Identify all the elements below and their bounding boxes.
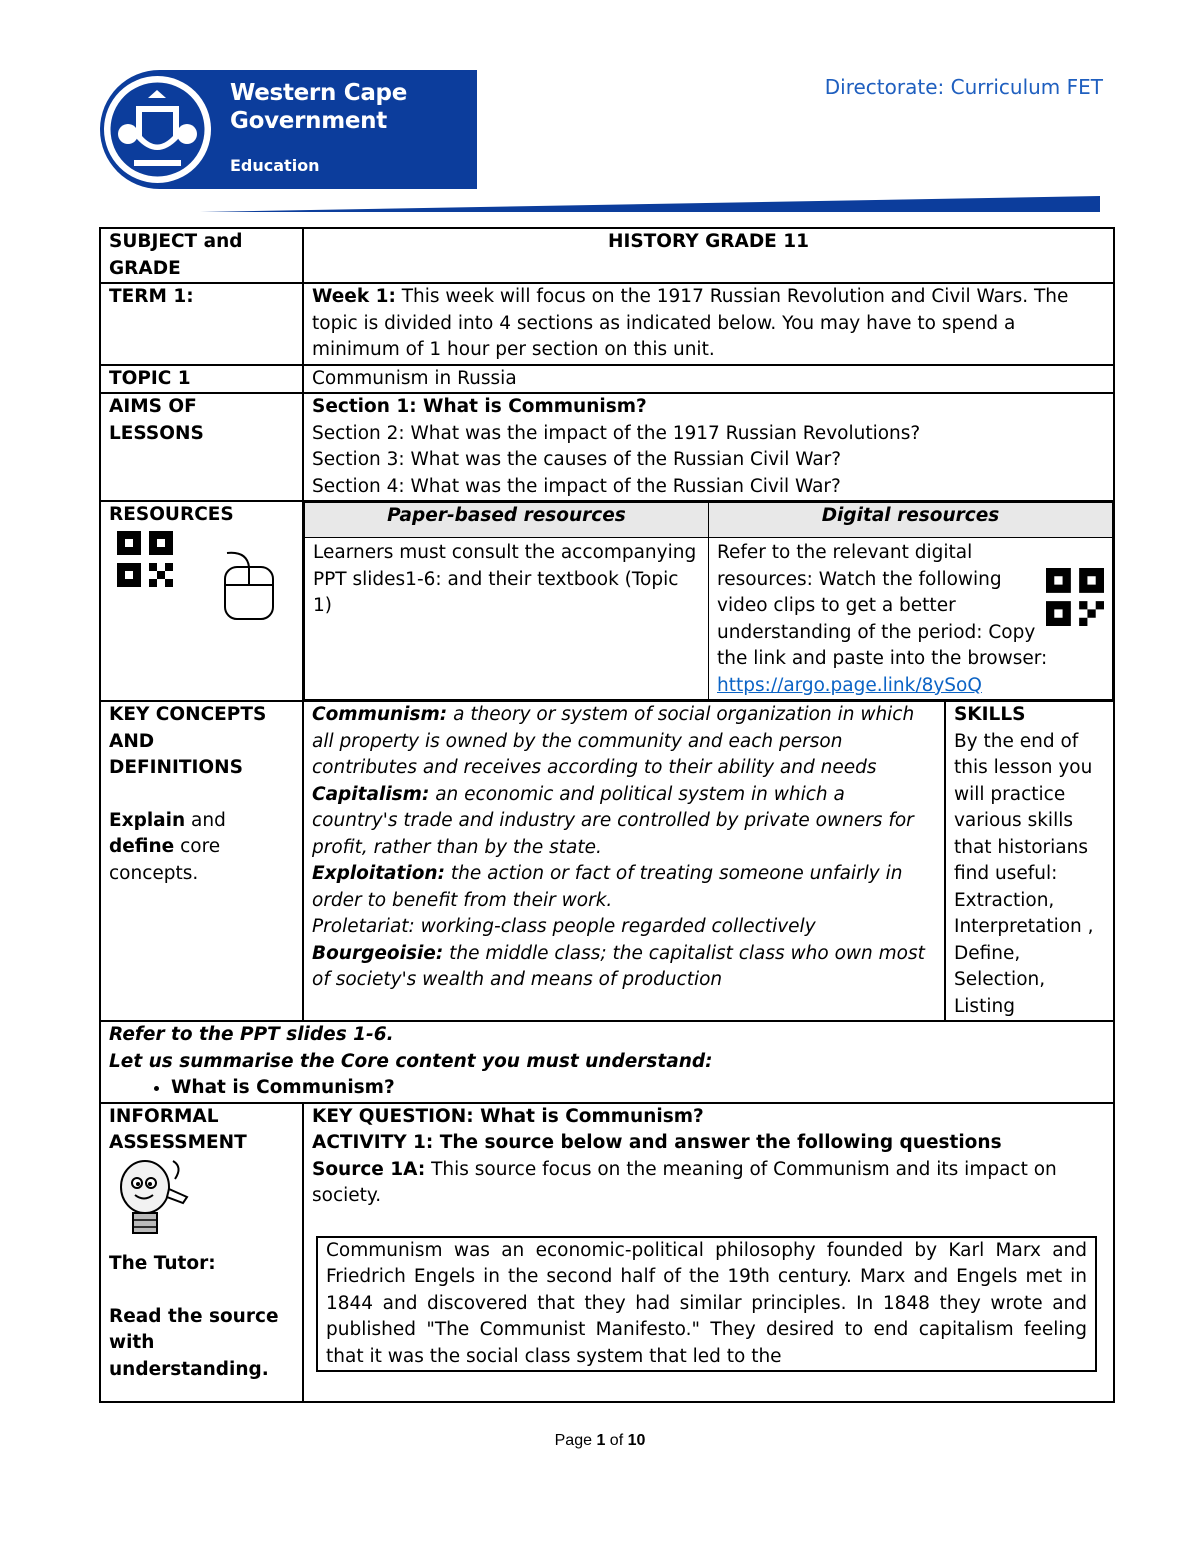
term-value	[303, 283, 1114, 365]
page-total: 10	[627, 1432, 646, 1449]
refer-line: Refer to the PPT slides 1-6.	[109, 1024, 394, 1045]
definition-item	[312, 702, 936, 782]
source-description: This source focus on the meaning of Communism and its impact on society.	[312, 1158, 1057, 1206]
logo-line-2: Government	[230, 108, 387, 134]
aims-label: AIMS OF LESSONS	[100, 393, 303, 501]
aims-list	[303, 393, 1114, 501]
define-word: define	[109, 836, 175, 857]
skills-label: SKILLS	[953, 704, 1026, 725]
topic-label: TOPIC 1	[100, 365, 303, 394]
resources-table	[304, 502, 1113, 700]
logo-line-1: Western Cape	[230, 80, 408, 106]
subject-value: HISTORY GRADE 11	[303, 228, 1114, 283]
lesson-table	[99, 227, 1115, 1403]
definition-item	[312, 914, 936, 941]
activity-title: ACTIVITY 1: The source below and answer the following questions	[312, 1132, 1002, 1153]
definition-term: Communism:	[312, 704, 448, 725]
source-box: Communism was an economic-political philosophy founded by Karl Marx and Friedrich Engels in the second half of the 19th century. Marx and Engels met in 1844 and discovered that they had similar principles. In 1848 they wrote and published "The Communist Manifesto." They desired to end capitalism feeling that it was the social class system that led to the	[316, 1236, 1097, 1373]
definition-term: Capitalism:	[312, 783, 430, 805]
summary-cell	[100, 1021, 1114, 1103]
definition-text: an economic and political system in which a country's trade and industry are controlled by private owners for profit, rather than by the state.	[312, 783, 914, 858]
page-footer	[0, 1432, 1200, 1450]
aim-item: Section 3: What was the causes of the Russian Civil War?	[312, 449, 842, 470]
coat-of-arms-icon	[104, 76, 211, 183]
mouse-icon	[219, 549, 279, 621]
resources-table-cell	[303, 501, 1114, 701]
digital-link[interactable]: https://argo.page.link/8ySoQ	[717, 674, 982, 696]
definition-term: Exploitation:	[312, 863, 445, 884]
directorate-title: Directorate: Curriculum FET	[824, 75, 1103, 99]
topic-value: Communism in Russia	[303, 365, 1114, 394]
definition-text: the middle class; the capitalist class who own most of society's wealth and means of production	[312, 942, 925, 990]
explain-and: and	[185, 809, 226, 831]
page-number: 1	[596, 1432, 606, 1449]
concepts-cell	[100, 701, 303, 1021]
qr-code-icon	[1046, 568, 1104, 626]
digital-header: Digital resources	[709, 503, 1113, 538]
source-intro	[312, 1157, 1105, 1210]
definition-text: a theory or system of social organization in which all property is owned by the community and each person contributes and receives according to their ability and needs	[312, 704, 915, 778]
definition-text: Proletariat: working-class people regarded collectively	[312, 916, 816, 937]
aim-item: Section 1: What is Communism?	[312, 396, 647, 417]
resources-label: RESOURCES	[109, 504, 234, 525]
page-of: of	[605, 1432, 628, 1449]
qr-code-icon	[117, 531, 173, 587]
paper-text: Learners must consult the accompanying PPT slides1-6: and their textbook (Topic 1)	[305, 538, 709, 700]
summary-bullets	[109, 1075, 1105, 1102]
term-label: TERM 1:	[100, 283, 303, 365]
read-label: Read the source with understanding.	[109, 1305, 279, 1380]
key-question: KEY QUESTION: What is Communism?	[312, 1105, 704, 1127]
definition-term: Bourgeoisie:	[312, 942, 444, 964]
skills-text: By the end of this lesson you will practice various skills that historians find useful: Extraction, Interpretation , Define, Selection, Listing	[953, 730, 1094, 1017]
skills-cell	[945, 701, 1114, 1021]
concepts-label: KEY CONCEPTS AND DEFINITIONS	[109, 704, 267, 778]
definition-item	[312, 941, 936, 994]
summary-bullet: • What is Communism?	[171, 1075, 1105, 1102]
digital-text: Refer to the relevant digital resources: Watch the following video clips to get a better understanding of the period: Copy the link and paste into the browser:	[717, 542, 1048, 669]
paper-header: Paper-based resources	[305, 503, 709, 538]
explain-rest: core concepts.	[109, 836, 221, 884]
informal-label: INFORMAL ASSESSMENT	[109, 1105, 247, 1153]
digital-cell	[709, 538, 1113, 700]
aim-item: Section 2: What was the impact of the 1917 Russian Revolutions?	[312, 422, 921, 444]
aim-item: Section 4: What was the impact of the Russian Civil War?	[312, 475, 841, 497]
tutor-label: The Tutor:	[109, 1253, 216, 1274]
explain-word: Explain	[109, 809, 186, 831]
summarise-line: Let us summarise the Core content you must understand:	[109, 1050, 713, 1072]
resources-cell	[100, 501, 303, 701]
tutor-lightbulb-icon	[113, 1157, 193, 1243]
subject-label: SUBJECT and GRADE	[100, 228, 303, 283]
explain-text	[109, 808, 294, 888]
definition-item	[312, 861, 936, 914]
week-text: This week will focus on the 1917 Russian Revolution and Civil Wars. The topic is divided into 4 sections as indicated below. You may have to spend a minimum of 1 hour per section on this unit.	[312, 286, 1069, 360]
assessment-cell	[303, 1103, 1114, 1403]
source-label: Source 1A:	[312, 1158, 426, 1180]
header-rule	[200, 192, 1102, 214]
informal-cell	[100, 1103, 303, 1403]
page-prefix: Page	[554, 1432, 597, 1449]
definitions-cell	[303, 701, 945, 1021]
logo-line-3: Education	[230, 156, 320, 175]
definition-item	[312, 782, 936, 862]
definition-text: the action or fact of treating someone unfairly in order to benefit from their work.	[312, 863, 903, 911]
week-label: Week 1:	[312, 286, 396, 307]
wcg-logo	[100, 70, 477, 189]
